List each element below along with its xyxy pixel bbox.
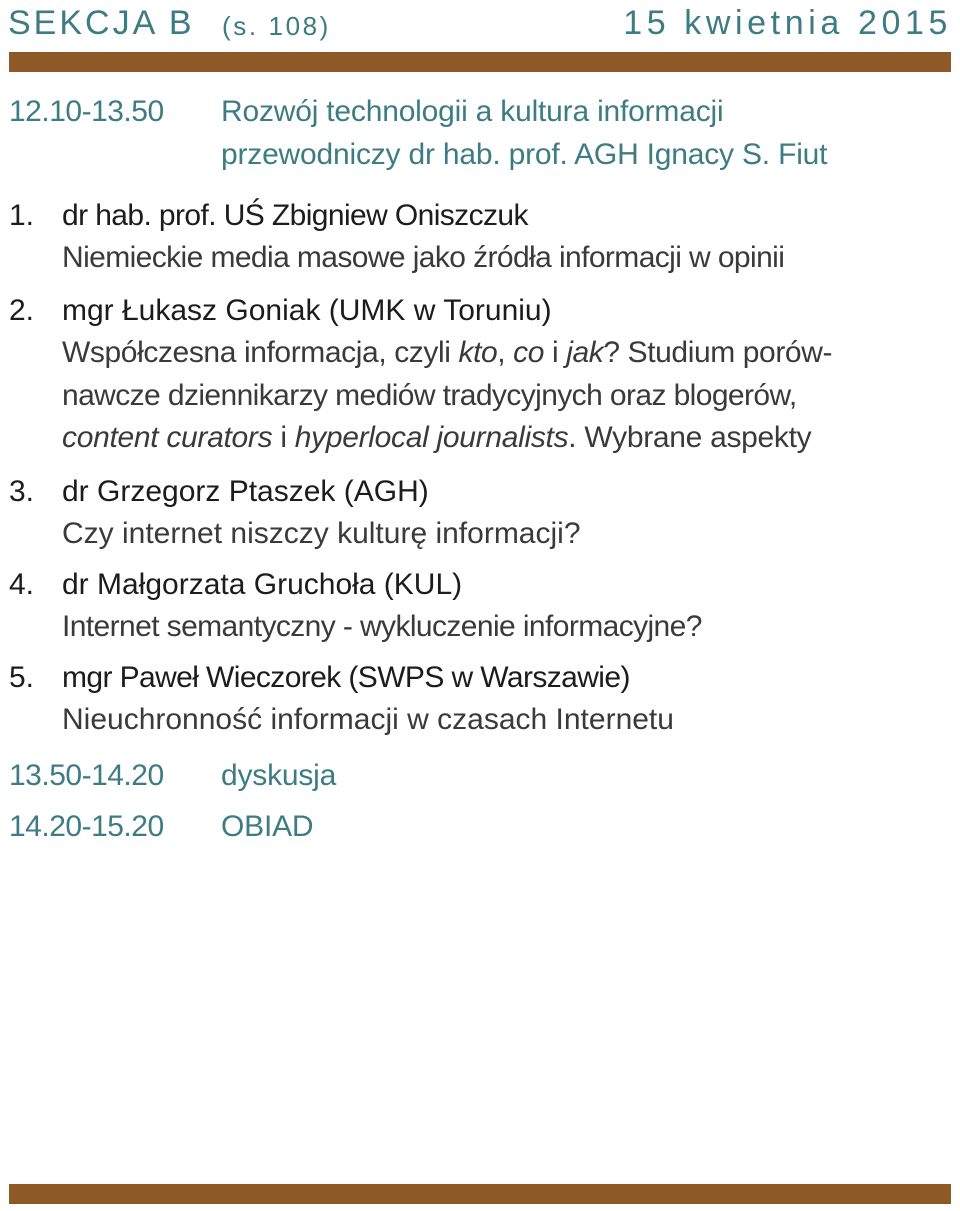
talk-speaker: dr Grzegorz Ptaszek (AGH) [62, 475, 429, 508]
top-divider [9, 52, 951, 72]
talk-number: 5. [9, 661, 35, 694]
talk-title: Niemieckie media masowe jako źródła informacji w opinii [62, 241, 785, 274]
talk-speaker: dr hab. prof. UŚ Zbigniew Oniszczuk [62, 199, 528, 232]
page-header [8, 4, 952, 46]
schedule-label: OBIAD [221, 810, 314, 843]
talk-title-line: nawcze dziennikarzy mediów tradycyjnych oraz blogerów, [62, 379, 797, 412]
talk-number: 1. [9, 199, 35, 232]
talk-title: Internet semantyczny - wykluczenie informacyjne? [62, 610, 702, 643]
talk-number: 2. [9, 294, 35, 327]
talk-title: Czy internet niszczy kulturę informacji? [62, 517, 581, 550]
talk-speaker: mgr Łukasz Goniak (UMK w Toruniu) [62, 294, 552, 327]
session-chair: przewodniczy dr hab. prof. AGH Ignacy S. Fiut [221, 138, 828, 171]
talk-number: 4. [9, 568, 35, 601]
talk-title: Nieuchronność informacji w czasach Internetu [62, 703, 674, 736]
talk-speaker: mgr Paweł Wieczorek (SWPS w Warszawie) [62, 661, 630, 694]
session-title: Rozwój technologii a kultura informacji [221, 95, 724, 128]
talk-title-line: content curators i hyperlocal journalists. Wybrane aspekty [62, 421, 812, 454]
talk-speaker: dr Małgorzata Gruchoła (KUL) [62, 568, 463, 601]
schedule-label: dyskusja [221, 759, 337, 792]
bottom-divider [9, 1184, 951, 1204]
schedule-time: 14.20-15.20 [9, 810, 164, 843]
page-reference: (s. 108) [222, 11, 331, 41]
session-time: 12.10-13.50 [9, 95, 164, 128]
section-title: SEKCJA B [8, 4, 195, 42]
talk-number: 3. [9, 475, 35, 508]
talk-title-line: Współczesna informacja, czyli kto, co i jak? Studium porów- [62, 336, 833, 369]
schedule-time: 13.50-14.20 [9, 759, 164, 792]
event-date: 15 kwietnia 2015 [623, 4, 952, 42]
